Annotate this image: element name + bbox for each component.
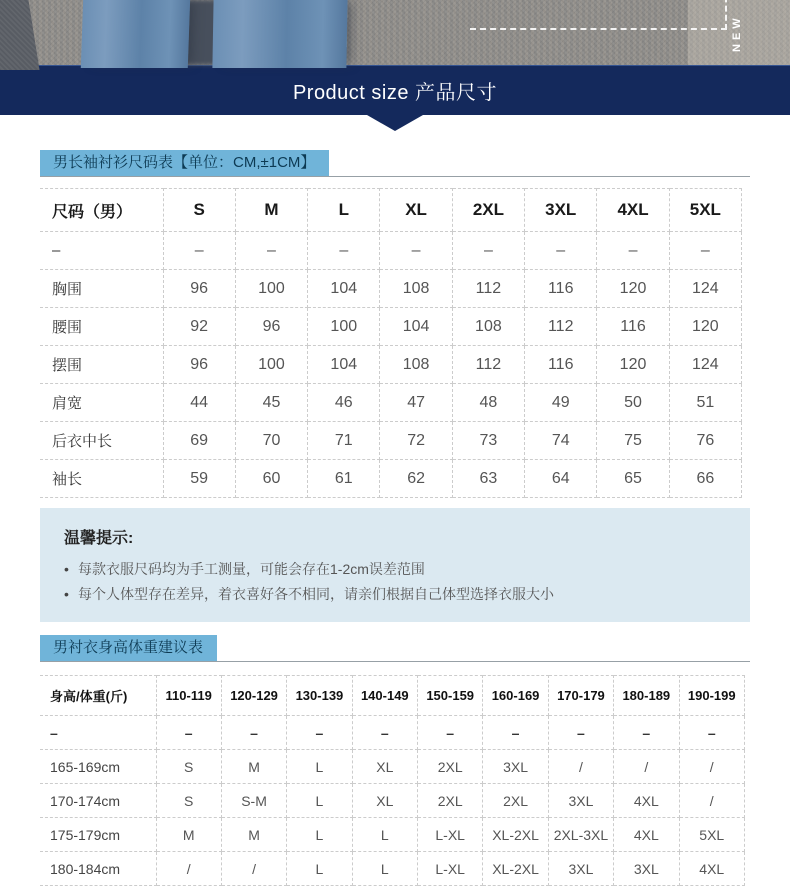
table-cell: 肩宽 (40, 384, 163, 422)
size-chart-label-row (40, 150, 750, 177)
table-row (40, 308, 742, 346)
table-cell: 70 (235, 422, 307, 460)
tips-box (40, 508, 750, 622)
table-cell: / (679, 750, 745, 784)
table-row (40, 750, 745, 784)
tip-item (64, 557, 726, 582)
table-cell: 2XL-3XL (548, 818, 613, 852)
table-cell: 69 (163, 422, 235, 460)
table-cell: 124 (669, 270, 741, 308)
table-row (40, 384, 742, 422)
table-cell: 190-199 (679, 676, 745, 716)
table-cell: – (287, 716, 352, 750)
bullet-icon: • (64, 561, 69, 577)
banner-title: Product size 产品尺寸 (292, 82, 498, 104)
table-row (40, 422, 742, 460)
height-weight-label: 男衬衣身高体重建议表 (40, 635, 217, 661)
table-cell: – (156, 716, 221, 750)
table-cell: – (418, 716, 483, 750)
table-cell: 50 (597, 384, 669, 422)
table-cell: 108 (380, 270, 452, 308)
table-cell: – (380, 232, 452, 270)
table-cell: 116 (525, 270, 597, 308)
height-weight-table (40, 675, 745, 886)
table-cell: XL (380, 189, 452, 232)
table-cell: – (679, 716, 745, 750)
table-cell: – (163, 232, 235, 270)
table-cell: S (156, 784, 221, 818)
table-cell: 180-189 (614, 676, 679, 716)
table-cell: 116 (525, 346, 597, 384)
table-cell: 170-174cm (40, 784, 156, 818)
table-cell: 100 (308, 308, 380, 346)
table-cell: 120 (669, 308, 741, 346)
tips-title: 温馨提示: (64, 530, 134, 547)
table-cell: L (308, 189, 380, 232)
table-cell: 71 (308, 422, 380, 460)
table-cell: – (548, 716, 613, 750)
table-cell: M (221, 818, 286, 852)
table-cell: / (548, 750, 613, 784)
table-cell: 96 (163, 346, 235, 384)
table-cell: – (597, 232, 669, 270)
table-cell: 4XL (597, 189, 669, 232)
table-cell: 165-169cm (40, 750, 156, 784)
table-cell: 44 (163, 384, 235, 422)
table-cell: 112 (452, 270, 524, 308)
table-cell: / (614, 750, 679, 784)
banner-arrow-icon (367, 115, 423, 131)
table-row (40, 270, 742, 308)
table-cell: – (525, 232, 597, 270)
table-cell: 45 (235, 384, 307, 422)
table-header-row (40, 189, 742, 232)
size-table (40, 188, 742, 498)
size-chart-label: 男长袖衬衫尺码表【单位：CM,±1CM】 (40, 150, 329, 176)
table-cell: 96 (163, 270, 235, 308)
table-cell: 2XL (452, 189, 524, 232)
height-weight-label-row (40, 635, 750, 662)
table-cell: 100 (235, 270, 307, 308)
photo-jeans-leg-right (212, 0, 347, 68)
table-cell: L-XL (418, 818, 483, 852)
table-cell: 59 (163, 460, 235, 498)
table-cell: 64 (525, 460, 597, 498)
table-row (40, 818, 745, 852)
table-cell: 140-149 (352, 676, 417, 716)
table-cell: 104 (308, 270, 380, 308)
table-cell: 110-119 (156, 676, 221, 716)
dashed-frame (470, 0, 727, 30)
table-cell: 51 (669, 384, 741, 422)
tip-item (64, 582, 726, 607)
table-cell: 130-139 (287, 676, 352, 716)
table-cell: / (156, 852, 221, 886)
table-cell: 72 (380, 422, 452, 460)
table-cell: 108 (452, 308, 524, 346)
table-cell: 180-184cm (40, 852, 156, 886)
table-cell: 104 (380, 308, 452, 346)
table-cell: M (156, 818, 221, 852)
table-cell: – (221, 716, 286, 750)
table-cell: – (40, 232, 163, 270)
table-cell: / (679, 784, 745, 818)
table-cell: 袖长 (40, 460, 163, 498)
table-cell: – (235, 232, 307, 270)
table-cell: 48 (452, 384, 524, 422)
table-cell: – (452, 232, 524, 270)
table-cell: 3XL (483, 750, 548, 784)
table-cell: 胸围 (40, 270, 163, 308)
bullet-icon: • (64, 586, 69, 602)
tip-text: 每个人体型存在差异，着衣喜好各不相同，请亲们根据自己体型选择衣服大小 (78, 586, 554, 602)
table-cell: 4XL (614, 784, 679, 818)
table-cell: – (669, 232, 741, 270)
table-cell: 170-179 (548, 676, 613, 716)
table-cell: L-XL (418, 852, 483, 886)
photo-dark-garment (0, 0, 40, 70)
table-cell: 66 (669, 460, 741, 498)
table-cell: 46 (308, 384, 380, 422)
table-cell: 尺码（男） (40, 189, 163, 232)
table-cell: 116 (597, 308, 669, 346)
table-cell: 120 (597, 270, 669, 308)
table-cell: S (163, 189, 235, 232)
table-cell: L (287, 852, 352, 886)
table-cell: 3XL (548, 784, 613, 818)
photo-jeans-leg-left (81, 0, 190, 68)
table-cell: 73 (452, 422, 524, 460)
table-cell: 3XL (548, 852, 613, 886)
table-cell: 74 (525, 422, 597, 460)
table-cell: 2XL (418, 784, 483, 818)
table-cell: 63 (452, 460, 524, 498)
table-cell: 108 (380, 346, 452, 384)
product-photo (0, 0, 790, 65)
table-cell: 3XL (614, 852, 679, 886)
table-cell: 160-169 (483, 676, 548, 716)
table-cell: – (352, 716, 417, 750)
table-cell: 76 (669, 422, 741, 460)
table-cell: 120-129 (221, 676, 286, 716)
table-row (40, 716, 745, 750)
table-cell: 96 (235, 308, 307, 346)
table-cell: S-M (221, 784, 286, 818)
table-cell: – (40, 716, 156, 750)
table-cell: 5XL (669, 189, 741, 232)
table-cell: 61 (308, 460, 380, 498)
tip-text: 每款衣服尺码均为手工测量，可能会存在1-2cm误差范围 (78, 561, 425, 577)
table-row (40, 460, 742, 498)
table-cell: 75 (597, 422, 669, 460)
table-cell: L (352, 818, 417, 852)
table-row (40, 346, 742, 384)
table-cell: 65 (597, 460, 669, 498)
table-cell: L (287, 750, 352, 784)
table-row (40, 784, 745, 818)
table-cell: 4XL (614, 818, 679, 852)
table-cell: / (221, 852, 286, 886)
table-cell: 5XL (679, 818, 745, 852)
table-cell: 112 (452, 346, 524, 384)
table-cell: 150-159 (418, 676, 483, 716)
table-cell: 47 (380, 384, 452, 422)
table-cell: 124 (669, 346, 741, 384)
table-cell: 100 (235, 346, 307, 384)
table-cell: 175-179cm (40, 818, 156, 852)
table-cell: 身高/体重(斤) (40, 676, 156, 716)
table-cell: 104 (308, 346, 380, 384)
table-cell: XL (352, 750, 417, 784)
table-cell: XL (352, 784, 417, 818)
table-cell: L (287, 818, 352, 852)
table-cell: 2XL (418, 750, 483, 784)
table-cell: 112 (525, 308, 597, 346)
table-cell: XL-2XL (483, 852, 548, 886)
table-cell: – (614, 716, 679, 750)
table-cell: 4XL (679, 852, 745, 886)
table-cell: L (287, 784, 352, 818)
table-cell: 49 (525, 384, 597, 422)
table-cell: M (221, 750, 286, 784)
section-banner (0, 65, 790, 115)
new-badge: NEW (731, 14, 743, 52)
table-cell: 60 (235, 460, 307, 498)
table-cell: 摆围 (40, 346, 163, 384)
table-row (40, 852, 745, 886)
table-cell: 2XL (483, 784, 548, 818)
table-cell: M (235, 189, 307, 232)
table-cell: XL-2XL (483, 818, 548, 852)
table-header-row (40, 676, 745, 716)
table-cell: 92 (163, 308, 235, 346)
table-cell: 62 (380, 460, 452, 498)
table-cell: S (156, 750, 221, 784)
table-cell: – (308, 232, 380, 270)
table-cell: L (352, 852, 417, 886)
table-cell: 后衣中长 (40, 422, 163, 460)
table-cell: 120 (597, 346, 669, 384)
table-cell: – (483, 716, 548, 750)
table-row (40, 232, 742, 270)
table-cell: 腰围 (40, 308, 163, 346)
table-cell: 3XL (525, 189, 597, 232)
